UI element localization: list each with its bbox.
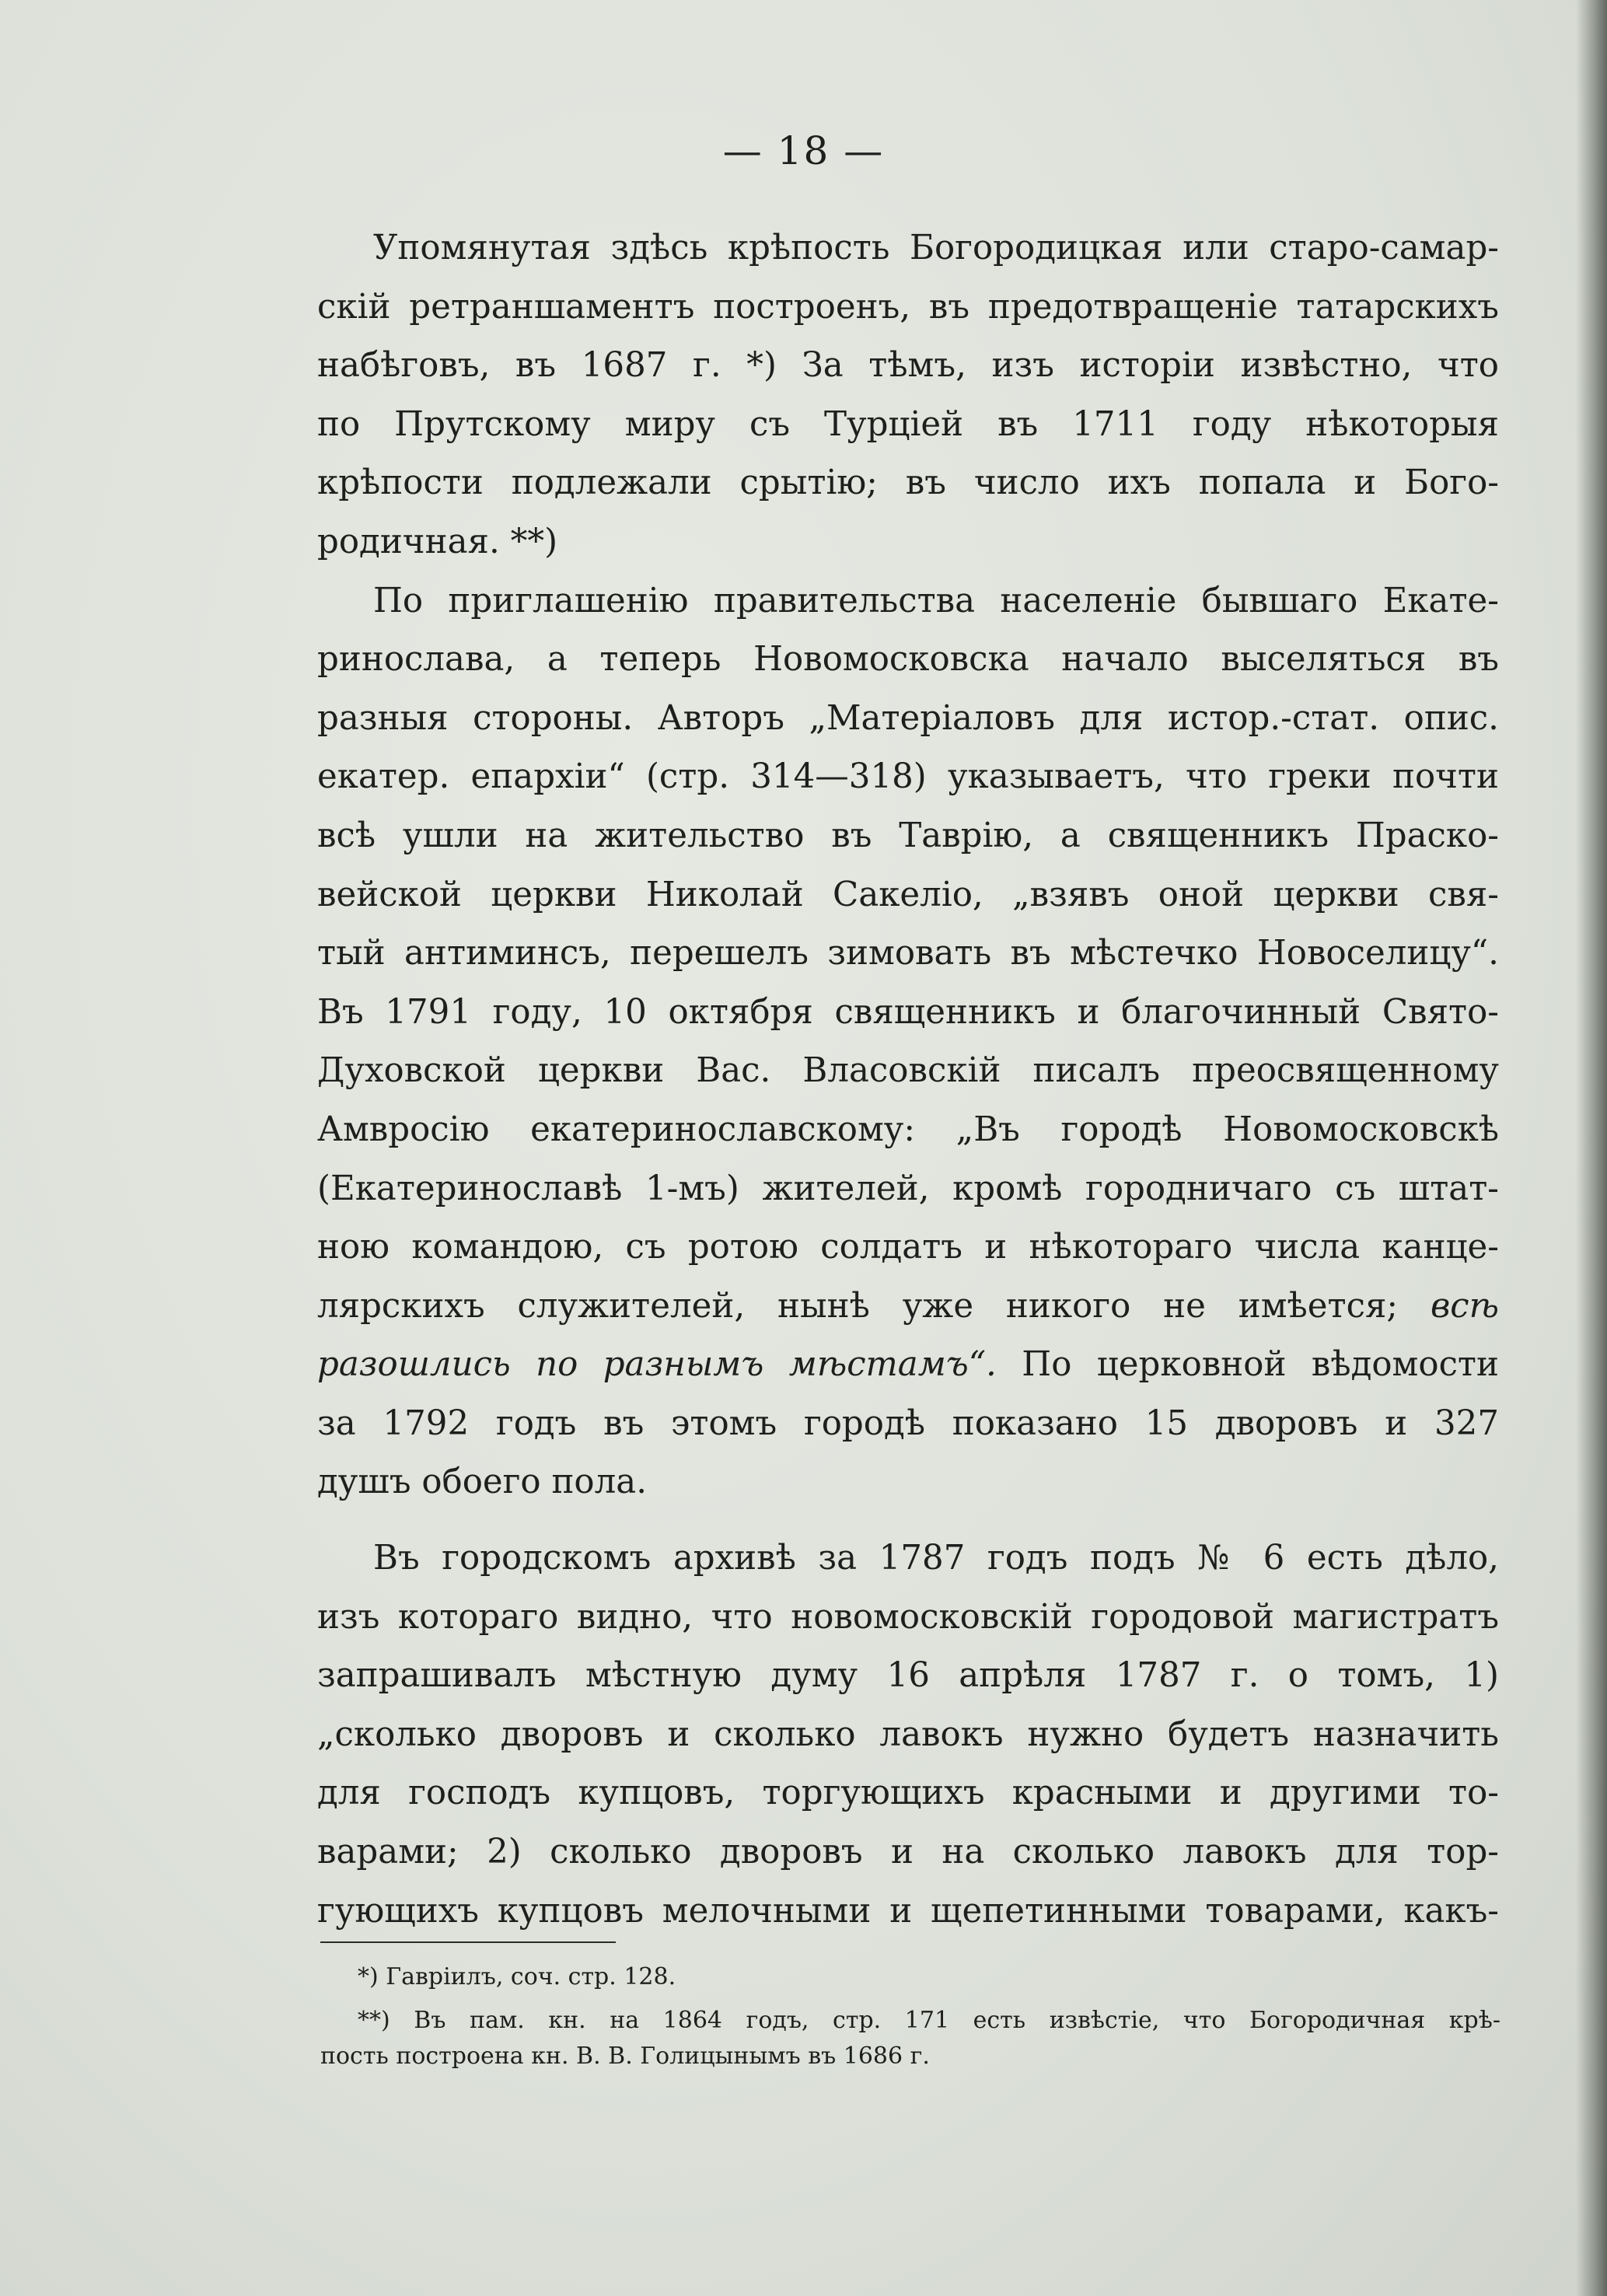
text-line: изъ котораго видно, что новомосковскій городовой магистратъ (317, 1597, 1499, 1637)
text-line: гующихъ купцовъ мелочными и щепетинными товарами, какъ- (317, 1891, 1499, 1931)
text-line: ринослава, а теперь Новомосковска начало выселяться въ (317, 640, 1499, 680)
text-segment: лярскихъ служителей, нынѣ уже никого не имѣется; (317, 1286, 1399, 1326)
text-line: за 1792 годъ въ этомъ городѣ показано 15 дворовъ и 327 (317, 1403, 1499, 1443)
text-line: запрашивалъ мѣстную думу 16 апрѣля 1787 г. о томъ, 1) (317, 1656, 1499, 1696)
text-line: вейской церкви Николай Сакеліо, „взявъ оной церкви свя- (317, 875, 1499, 914)
text-line: скій ретраншаментъ построенъ, въ предотвращеніе татарскихъ (317, 287, 1499, 327)
text-line: для господъ купцовъ, торгующихъ красными и другими то- (317, 1774, 1499, 1813)
footnote (320, 1959, 1500, 1995)
text-line: Духовской церкви Вас. Власовскій писалъ преосвященному (317, 1051, 1499, 1091)
text-line: тый антиминсъ, перешелъ зимовать въ мѣстечко Новоселицу“. (317, 934, 1499, 973)
footnote (320, 2003, 1500, 2074)
text-line: варами; 2) сколько дворовъ и на сколько лавокъ для тор- (317, 1833, 1499, 1872)
text-line: (Екатеринославѣ 1-мъ) жителей, кромѣ городничаго съ штат- (317, 1169, 1499, 1208)
text-line: Упомянутая здѣсь крѣпость Богородицкая или старо-самар- (373, 229, 1499, 267)
text-line: „сколько дворовъ и сколько лавокъ нужно будетъ назначить (317, 1714, 1499, 1754)
text-line: родичная. **) (317, 522, 558, 561)
text-line: крѣпости подлежали срытію; въ число ихъ попала и Бого- (317, 463, 1499, 503)
italic-text: всѣ (1430, 1286, 1499, 1326)
text-line: Въ городскомъ архивѣ за 1787 годъ подъ № 6 есть дѣло, (373, 1539, 1499, 1578)
footnote-line: *) Гавріилъ, соч. стр. 128. (358, 1963, 676, 1990)
page-spine-shadow (1576, 0, 1607, 2296)
page-number: — 18 — (722, 128, 885, 173)
text-line: По приглашенію правительства населеніе бывшаго Екате- (373, 581, 1499, 620)
paragraph (317, 219, 1499, 572)
footnote-line: **) Въ пам. кн. на 1864 годъ, стр. 171 есть извѣстіе, что Богородичная крѣ- (358, 2007, 1500, 2034)
text-segment: По церковной вѣдомости (1022, 1345, 1499, 1385)
text-line: Амвросію екатеринославскому: „Въ городѣ Новомосковскѣ (317, 1110, 1499, 1149)
main-text (317, 219, 1499, 1941)
text-line: екатер. епархіи“ (стр. 314—318) указываетъ, что греки почти (317, 757, 1499, 797)
text-line: душъ обоего пола. (317, 1463, 648, 1502)
text-line: ною командою, съ ротою солдатъ и нѣкотораго числа канце- (317, 1228, 1499, 1267)
text-line-with-italic (317, 1336, 1499, 1395)
text-line-with-italic (317, 1277, 1499, 1337)
italic-text: разошлись по разнымъ мѣстамъ“. (317, 1345, 997, 1385)
paragraph (317, 1529, 1499, 1941)
text-line: набѣговъ, въ 1687 г. *) За тѣмъ, изъ исторіи извѣстно, что (317, 346, 1499, 386)
text-line: Въ 1791 году, 10 октября священникъ и благочинный Свято- (317, 992, 1499, 1032)
text-line: всѣ ушли на жительство въ Таврію, а священникъ Праско- (317, 816, 1499, 855)
footnote-line: пость построена кн. В. В. Голицынымъ въ 1686 г. (320, 2043, 930, 2070)
paragraph (317, 572, 1499, 1513)
footnote-divider (320, 1941, 616, 1943)
text-line: разныя стороны. Авторъ „Матеріаловъ для истор.-стат. опис. (317, 698, 1499, 738)
text-line: по Прутскому миру съ Турціей въ 1711 году нѣкоторыя (317, 404, 1499, 444)
footnotes (320, 1959, 1500, 2074)
